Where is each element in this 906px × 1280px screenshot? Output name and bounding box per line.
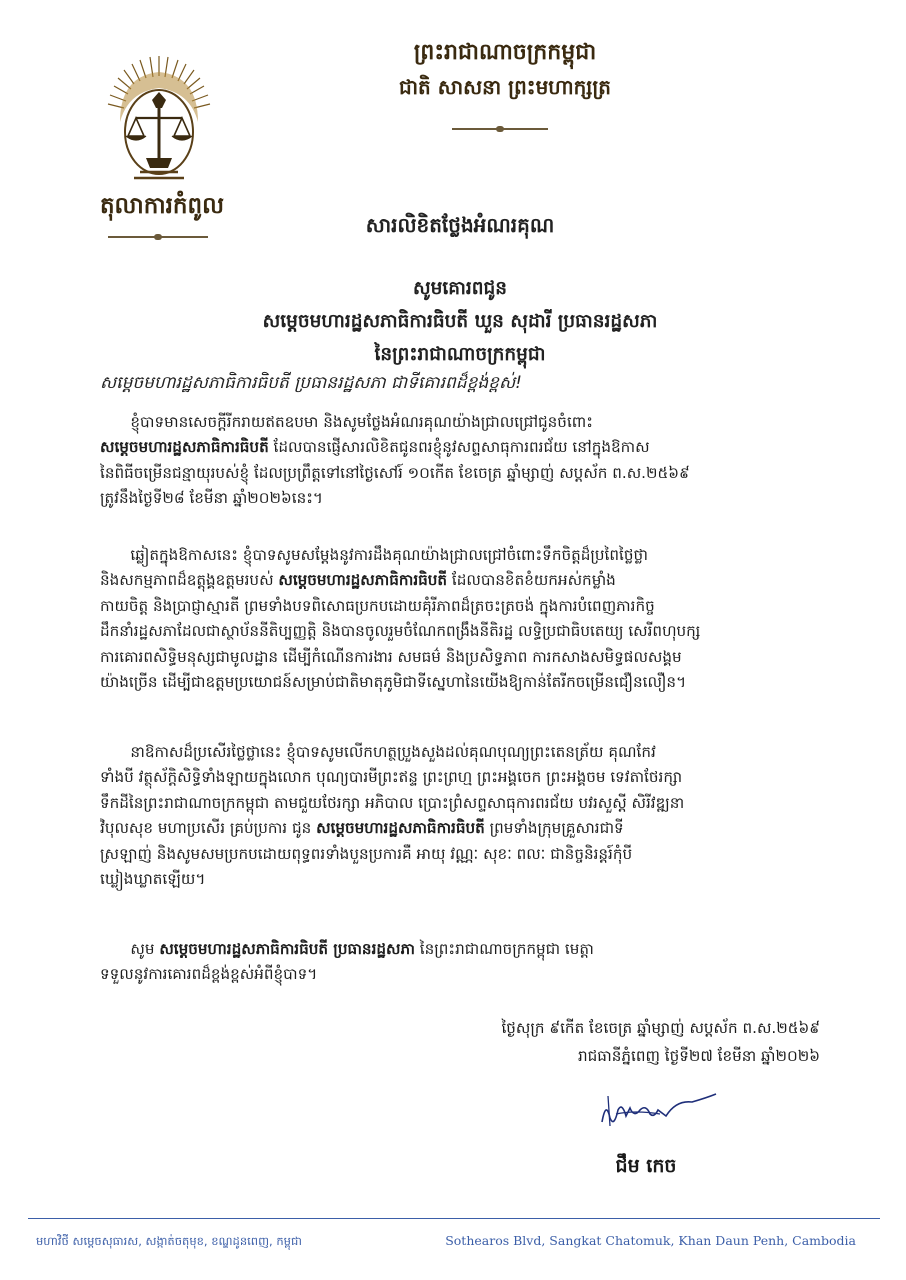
document-title: សារលិខិតថ្លែងអំណរគុណ <box>365 213 555 237</box>
bold-title: សម្តេចមហារដ្ឋសភាធិការធិបតី <box>100 438 269 457</box>
paragraph-line: សូម សម្តេចមហារដ្ឋសភាធិការធិបតី ប្រធានរដ្ឋសភា នៃព្រះរាជាណាចក្រកម្ពុជា មេត្តា <box>130 940 594 958</box>
paragraph-line: ស្រឡាញ់ និងសូមសមប្រកបដោយពុទ្ធពរទាំងបួនប្រការគឺ អាយុ វណ្ណៈ សុខៈ ពលៈ ជានិច្ចនិរន្តរ៍កុំបី <box>100 844 633 863</box>
paragraph-3 <box>100 740 822 892</box>
paragraph-line: ឆ្លៀតក្នុងឱកាសនេះ ខ្ញុំបាទសូមសម្តែងនូវការដឹងគុណយ៉ាងជ្រាលជ្រៅចំពោះទឹកចិត្តដ៏ប្រពៃថ្លៃថ្លា <box>130 546 648 564</box>
addressee-line: សម្តេចមហារដ្ឋសភាធិការធិបតី ឃួន សុដារី ប្រធានរដ្ឋសភា <box>262 311 658 332</box>
national-motto: ជាតិ សាសនា ព្រះមហាក្សត្រ <box>399 75 611 99</box>
footer-address-english: Sothearos Blvd, Sangkat Chatomuk, Khan Daun Penh, Cambodia <box>445 1233 856 1248</box>
paragraph-line: ទទួលនូវការគោរពដ៏ខ្ពង់ខ្ពស់អំពីខ្ញុំបាទ។ <box>100 965 318 984</box>
paragraph-line: នាឱកាសដ៏ប្រសើរថ្លៃថ្លានេះ ខ្ញុំបាទសូមលើកហត្ថប្រួងសួងដល់គុណបុណ្យព្រះតេនត្រ័យ គុណកែវ <box>130 743 656 761</box>
signature <box>596 1088 720 1132</box>
paragraph-1 <box>100 410 822 512</box>
court-name: តុលាការកំពូល <box>99 192 225 219</box>
paragraph-line: ដឹកនាំរដ្ឋសភាដែលជាស្ថាប័ននីតិប្បញ្ញត្តិ និងបានចូលរួមចំណែកពង្រឹងនីតិរដ្ឋ លទ្ធិប្រជាធិបតេយ្យ សេរីពហុបក្ស <box>100 622 701 641</box>
court-divider <box>108 236 208 238</box>
bold-title: សម្តេចមហារដ្ឋសភាធិការធិបតី ប្រធានរដ្ឋសភា <box>159 940 415 958</box>
solar-date: រាជធានីភ្នំពេញ ថ្ងៃទី២៧ ខែមីនា ឆ្នាំ២០២៦ <box>578 1047 820 1065</box>
paragraph-line: ការគោរពសិទ្ធិមនុស្សជាមូលដ្ឋាន ដើម្បីកំណើនការងារ សមធម៌ និងប្រសិទ្ធភាព ការកសាងសមិទ្ធផលសង្គម <box>100 647 682 666</box>
kingdom-motto <box>380 38 630 104</box>
paragraph-line: ឃ្លៀងឃ្លាតឡើយ។ <box>100 870 206 889</box>
addressee-line: សូមគោរពជូន <box>413 278 507 299</box>
paragraph-line: យ៉ាងច្រើន ដើម្បីជាឧត្តមប្រយោជន៍សម្រាប់ជាតិមាតុភូមិជាទីស្នេហានៃយើងឱ្យកាន់តែរីកចម្រើនជឿនលឿន។ <box>100 673 687 692</box>
date-block <box>420 1014 820 1070</box>
lunar-date: ថ្ងៃសុក្រ ៩កើត ខែចេត្រ ឆ្នាំម្សាញ់ សប្តស័ក ព.ស.២៥៦៩ <box>501 1019 820 1037</box>
paragraph-line: វិបុលសុខ មហាប្រសើរ គ្រប់ប្រការ ជូន សម្តេចមហារដ្ឋសភាធិការធិបតី ព្រមទាំងក្រុមគ្រួសារជាទី <box>100 819 624 838</box>
paragraph-line: ទឹកដីនៃព្រះរាជាណាចក្រកម្ពុជា តាមជួយថែរក្សា អភិបាល ប្រោះព្រំសព្ទសាធុការពរជ័យ បវរសួស្តី សិរីវឌ្ឍនា <box>100 793 685 812</box>
paragraph-2 <box>100 543 822 695</box>
footer-divider <box>28 1218 880 1219</box>
paragraph-line: ខ្ញុំបាទមានសេចក្តីរីករាយឥតឧបមា និងសូមថ្លែងអំណរគុណយ៉ាងជ្រាលជ្រៅជូនចំពោះ <box>130 413 593 431</box>
court-emblem-icon <box>100 52 218 192</box>
paragraph-line: សម្តេចមហារដ្ឋសភាធិការធិបតី ដែលបានផ្ញើសារលិខិតជូនពរខ្ញុំនូវសព្ទសាធុការពរជ័យ នៅក្នុងឱកាស <box>100 438 650 457</box>
bold-title: សម្តេចមហារដ្ឋសភាធិការធិបតី <box>278 571 448 590</box>
paragraph-line: ត្រូវនឹងថ្ងៃទី២៨ ខែមីនា ឆ្នាំ២០២៦នេះ។ <box>100 489 323 508</box>
motto-divider <box>452 128 548 130</box>
paragraph-line: កាយចិត្ត និងប្រាជ្ញាស្មារតី ព្រមទាំងបទពិសោធប្រកបដោយគុំរីភាពដ៏ត្រចះត្រចង់ ក្នុងការបំពេញភារកិច្ច <box>100 596 655 615</box>
paragraph-4 <box>100 937 822 988</box>
bold-title: សម្តេចមហារដ្ឋសភាធិការធិបតី <box>316 819 485 838</box>
footer-address-khmer: មហាវិថី សម្តេចសុធារស, សង្កាត់ចតុមុខ, ខណ្ឌដូនពេញ, កម្ពុជា <box>36 1234 302 1248</box>
paragraph-line: នៃពិធីចម្រើនជន្មាយុរបស់ខ្ញុំ ដែលប្រព្រឹត្តទៅនៅថ្ងៃសៅរ៍ ១០កើត ខែចេត្រ ឆ្នាំម្សាញ់ សប្តស័ក ព.ស.២៥៦៩ <box>100 463 690 482</box>
paragraph-line: និងសកម្មភាពដ៏ឧត្តុង្គឧត្តមរបស់ សម្តេចមហារដ្ឋសភាធិការធិបតី ដែលបានខិតខំយកអស់កម្លាំង <box>100 571 616 590</box>
addressee-line: នៃព្រះរាជាណាចក្រកម្ពុជា <box>374 344 546 365</box>
kingdom-name: ព្រះរាជាណាចក្រកម្ពុជា <box>413 39 597 65</box>
signer-name: ជឹម កេច <box>615 1155 677 1177</box>
salutation: សម្តេចមហារដ្ឋសភាធិការធិបតី ប្រធានរដ្ឋសភា ជាទីគោរពដ៏ខ្ពង់ខ្ពស់! <box>100 373 522 393</box>
paragraph-line: ទាំងបី វត្ថុស័ក្តិសិទ្ធិទាំងឡាយក្នុងលោក បុណ្យបារមីព្រះឥន្ទ ព្រះព្រហ្ម ព្រះអង្គចេក ព្រះអង្គចម ទេវតាថែរក្សា <box>100 768 683 787</box>
addressee-block <box>120 272 800 371</box>
